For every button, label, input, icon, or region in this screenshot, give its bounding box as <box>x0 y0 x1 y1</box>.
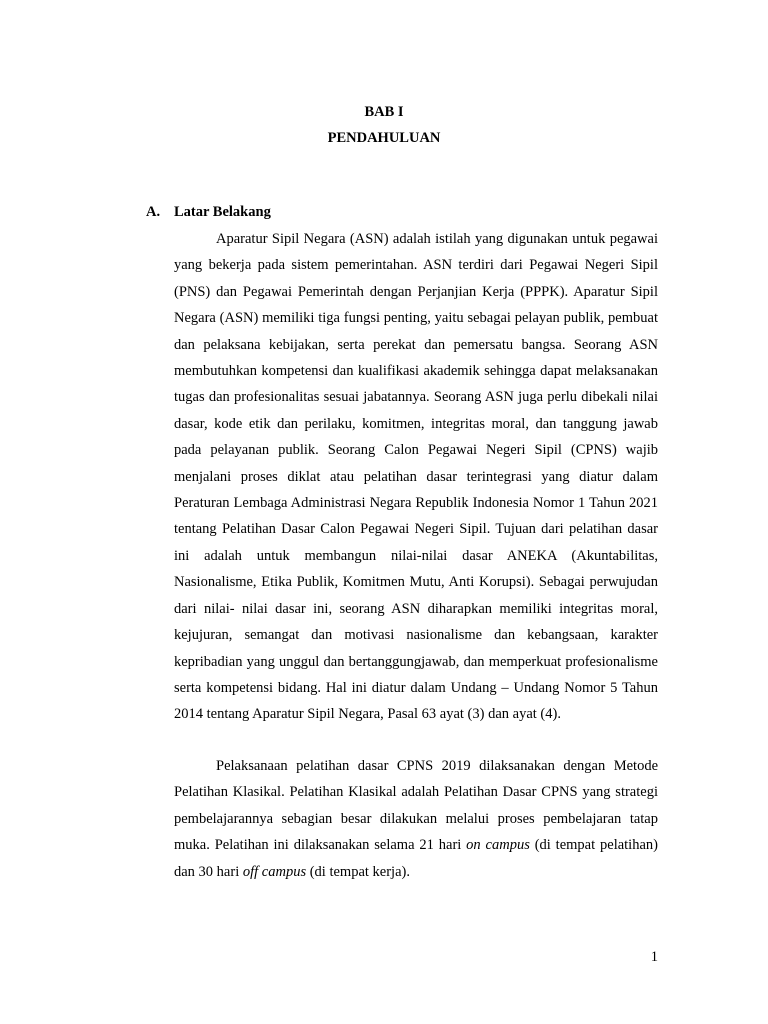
paragraph-pelaksanaan <box>174 753 658 885</box>
italic-term-off-campus: off campus <box>242 863 307 880</box>
page-number: 1 <box>650 949 658 965</box>
paragraph-text-segment: (di tempat kerja). <box>306 863 410 880</box>
paragraph-latar-belakang: Aparatur Sipil Negara (ASN) adalah istilah yang digunakan untuk pegawai yang bekerja pada sistem pemerintahan. ASN terdiri dari Pegawai Negeri Sipil (PNS) dan Pegawai Pemerintah dengan Perjanjian Kerja (PPPK). Aparatur Sipil Negara (ASN) memiliki tiga fungsi penting, yaitu sebagai pelayan publik, pembuat dan pelaksana kebijakan, serta perekat dan pemersatu bangsa. Seorang ASN membutuhkan kompetensi dan kualifikasi akademik sehingga dapat melaksanakan tugas dan profesionalitas sesuai jabatannya. Seorang ASN juga perlu dibekali nilai dasar, kode etik dan perilaku, komitmen, integritas moral, dan tanggung jawab pada pelayanan publik. Seorang Calon Pegawai Negeri Sipil (CPNS) wajib menjalani proses diklat atau pelatihan dasar terintegrasi yang diatur dalam Peraturan Lembaga Administrasi Negara Republik Indonesia Nomor 1 Tahun 2021 tentang Pelatihan Dasar Calon Pegawai Negeri Sipil. Tujuan dari pelatihan dasar ini adalah untuk membangun nilai-nilai dasar ANEKA (Akuntabilitas, Nasionalisme, Etika Publik, Komitmen Mutu, Anti Korupsi). Sebagai perwujudan dari nilai- nilai dasar ini, seorang ASN diharapkan memiliki integritas moral, kejujuran, semangat dan motivasi nasionalisme dan kebangsaan, karakter kepribadian yang unggul dan bertanggungjawab, dan memperkuat profesionalisme serta kompetensi bidang. Hal ini diatur dalam Undang – Undang Nomor 5 Tahun 2014 tentang Aparatur Sipil Negara, Pasal 63 ayat (3) dan ayat (4). <box>174 231 658 723</box>
chapter-title: PENDAHULUAN <box>327 130 441 146</box>
paragraph-text-segment: Pelaksanaan pelatihan dasar CPNS 2019 dilaksanakan dengan Metode Pelatihan Klasikal. Pelatihan Klasikal adalah Pelatihan Dasar CPNS yang strategi pembelajarannya sebagian besar dilakukan melalui proses pembelajaran tatap muka. Pelatihan ini dilaksanakan selama 21 hari <box>174 758 658 854</box>
section-heading <box>146 203 271 221</box>
paragraph-text-segment: (di tempat pelatihan) dan 30 hari <box>174 837 658 880</box>
chapter-number: BAB I <box>364 104 404 120</box>
italic-term-on-campus: on campus <box>466 837 530 854</box>
section-letter: A. <box>146 204 161 220</box>
section-title: Latar Belakang <box>174 204 271 220</box>
